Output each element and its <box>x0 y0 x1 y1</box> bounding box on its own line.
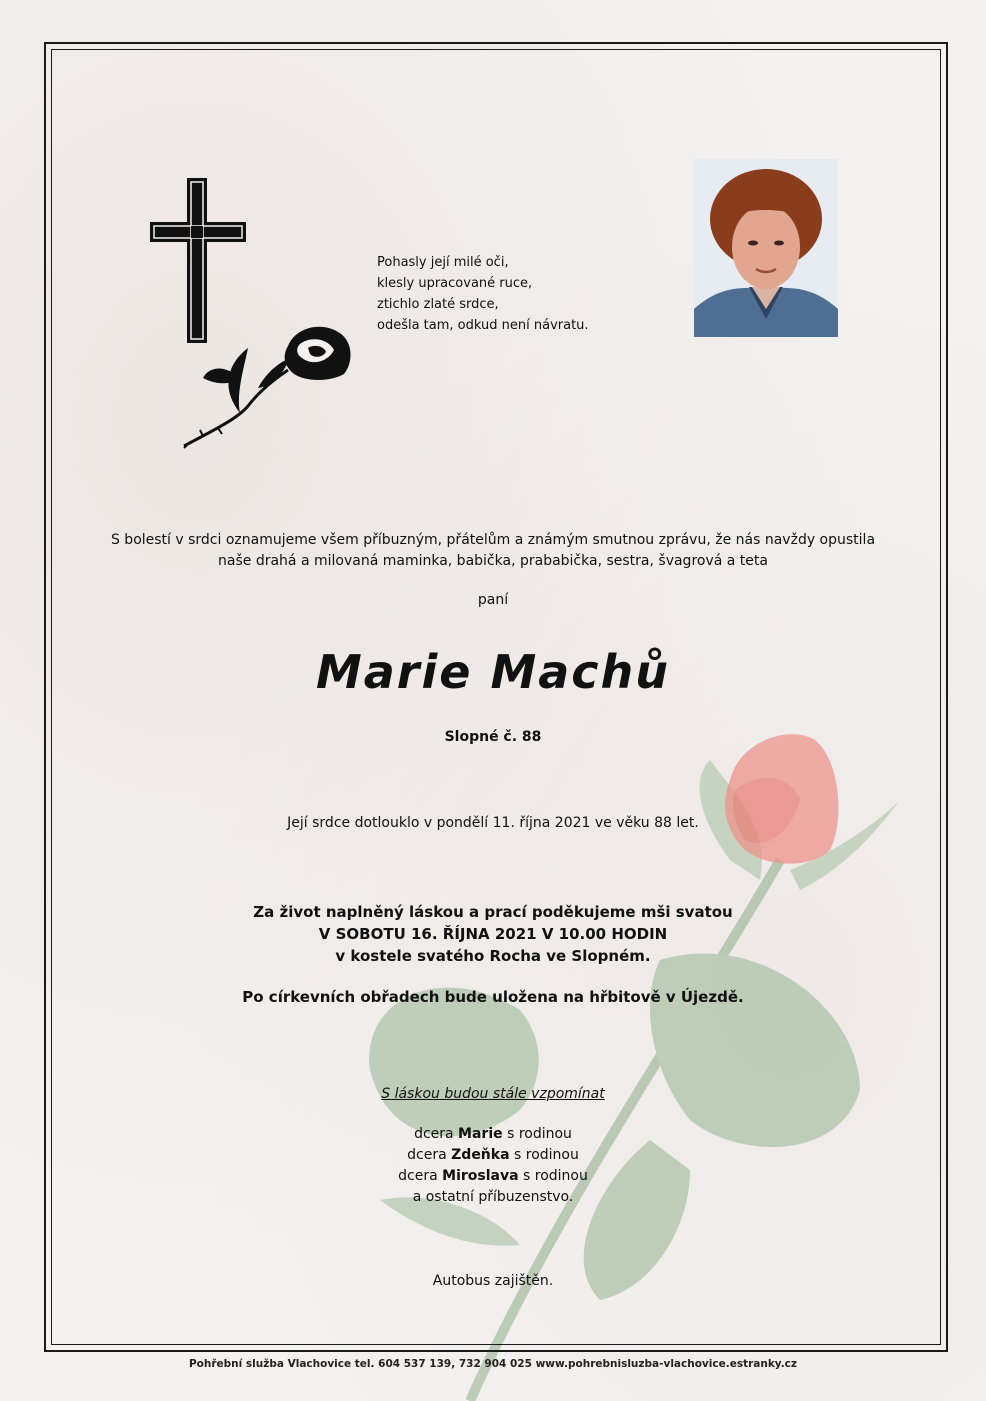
deceased-address: Slopné č. 88 <box>444 729 542 745</box>
mourner-suffix: s rodinou <box>518 1168 588 1184</box>
rose-icon <box>178 318 358 453</box>
mourner-prefix: dcera <box>407 1147 452 1163</box>
mourner-suffix: s rodinou <box>509 1147 579 1163</box>
poem-line: ztichlo zlaté srdce, <box>377 297 499 312</box>
poem <box>377 252 589 336</box>
footer-contact: Pohřební služba Vlachovice tel. 604 537 139, 732 904 025 www.pohrebnisluzba-vlachovice.estranky.cz <box>188 1358 798 1370</box>
bus-note: Autobus zajištěn. <box>432 1273 554 1289</box>
mourner-row <box>0 1124 986 1145</box>
mourner-name: Marie <box>458 1126 503 1142</box>
mourner-prefix: a ostatní příbuzenstvo. <box>412 1189 574 1205</box>
mourner-row <box>0 1145 986 1166</box>
title-pani: paní <box>477 592 509 608</box>
mourner-row <box>0 1166 986 1187</box>
funeral-line-1: Za život naplněný láskou a prací poděkujeme mši svatou <box>253 903 733 921</box>
poem-line: Pohasly její milé oči, <box>377 255 509 270</box>
mourner-prefix: dcera <box>398 1168 443 1184</box>
poem-line: klesly upracované ruce, <box>377 276 533 291</box>
funeral-line-2: V SOBOTU 16. ŘÍJNA 2021 V 10.00 HODIN <box>318 925 668 943</box>
mourner-row <box>0 1187 986 1208</box>
burial-info: Po církevních obřadech bude uložena na hřbitově v Újezdě. <box>242 988 744 1006</box>
funeral-line-3: v kostele svatého Rocha ve Slopném. <box>335 947 651 965</box>
poem-line: odešla tam, odkud není návratu. <box>377 318 589 333</box>
mourners-heading: S láskou budou stále vzpomínat <box>381 1086 605 1102</box>
mourner-suffix: s rodinou <box>502 1126 572 1142</box>
mourner-prefix: dcera <box>414 1126 459 1142</box>
death-notice: Její srdce dotlouklo v pondělí 11. října 2021 ve věku 88 let. <box>287 815 699 831</box>
mourner-name: Miroslava <box>442 1168 519 1184</box>
announcement-line-2: naše drahá a milovaná maminka, babička, prababička, sestra, švagrová a teta <box>218 553 768 569</box>
announcement-line-1: S bolestí v srdci oznamujeme všem příbuzným, přátelům a známým smutnou zprávu, že nás navždy opustila <box>110 532 876 548</box>
mourner-name: Zdeňka <box>451 1147 510 1163</box>
portrait-photo <box>694 159 838 337</box>
deceased-name: Marie Machů <box>315 645 671 699</box>
